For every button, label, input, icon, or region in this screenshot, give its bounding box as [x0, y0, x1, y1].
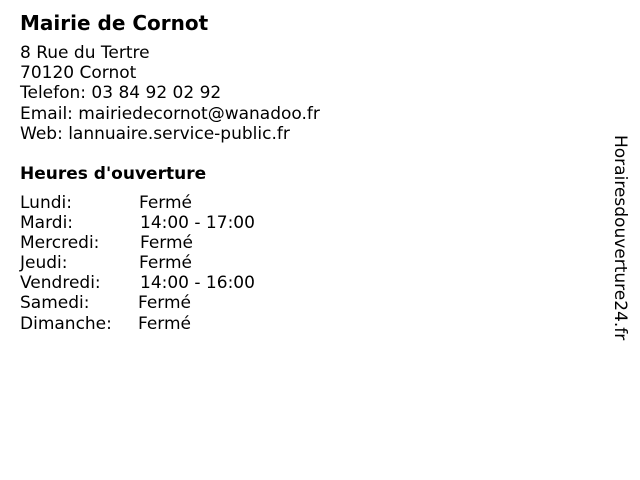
email-address: Email: mairiedecornot@wanadoo.fr: [20, 103, 320, 124]
day-label: Samedi:: [20, 293, 90, 314]
watermark: [605, 135, 635, 345]
hours-row-friday: [20, 273, 340, 293]
hours-row-saturday: [20, 293, 340, 313]
day-hours: Fermé: [139, 253, 193, 274]
contact-block: [20, 43, 320, 144]
day-label: Mercredi:: [20, 233, 100, 254]
day-label: Lundi:: [20, 193, 72, 213]
day-hours: 14:00 - 16:00: [140, 273, 255, 294]
day-hours: Fermé: [140, 233, 194, 254]
watermark-text: Horairesdouverture24.fr: [610, 135, 630, 341]
day-label: Mardi:: [20, 213, 74, 234]
day-label: Dimanche:: [20, 313, 112, 334]
hours-row-thursday: [20, 253, 340, 273]
website: Web: lannuaire.service-public.fr: [20, 123, 290, 144]
day-hours: Fermé: [138, 293, 192, 314]
city-postal: 70120 Cornot: [20, 63, 137, 84]
street-address: 8 Rue du Tertre: [20, 43, 150, 63]
day-label: Jeudi:: [20, 253, 68, 274]
business-name: Mairie de Cornot: [20, 11, 209, 35]
day-hours: Fermé: [138, 313, 192, 334]
hours-row-monday: [20, 193, 340, 213]
hours-heading: Heures d'ouverture: [20, 164, 207, 184]
day-hours: 14:00 - 17:00: [140, 213, 255, 234]
day-label: Vendredi:: [20, 273, 101, 294]
hours-row-wednesday: [20, 233, 340, 253]
phone-number: Telefon: 03 84 92 02 92: [20, 83, 222, 104]
hours-table: [20, 193, 340, 334]
hours-row-sunday: [20, 314, 340, 334]
day-hours: Fermé: [139, 193, 193, 213]
hours-row-tuesday: [20, 213, 340, 233]
